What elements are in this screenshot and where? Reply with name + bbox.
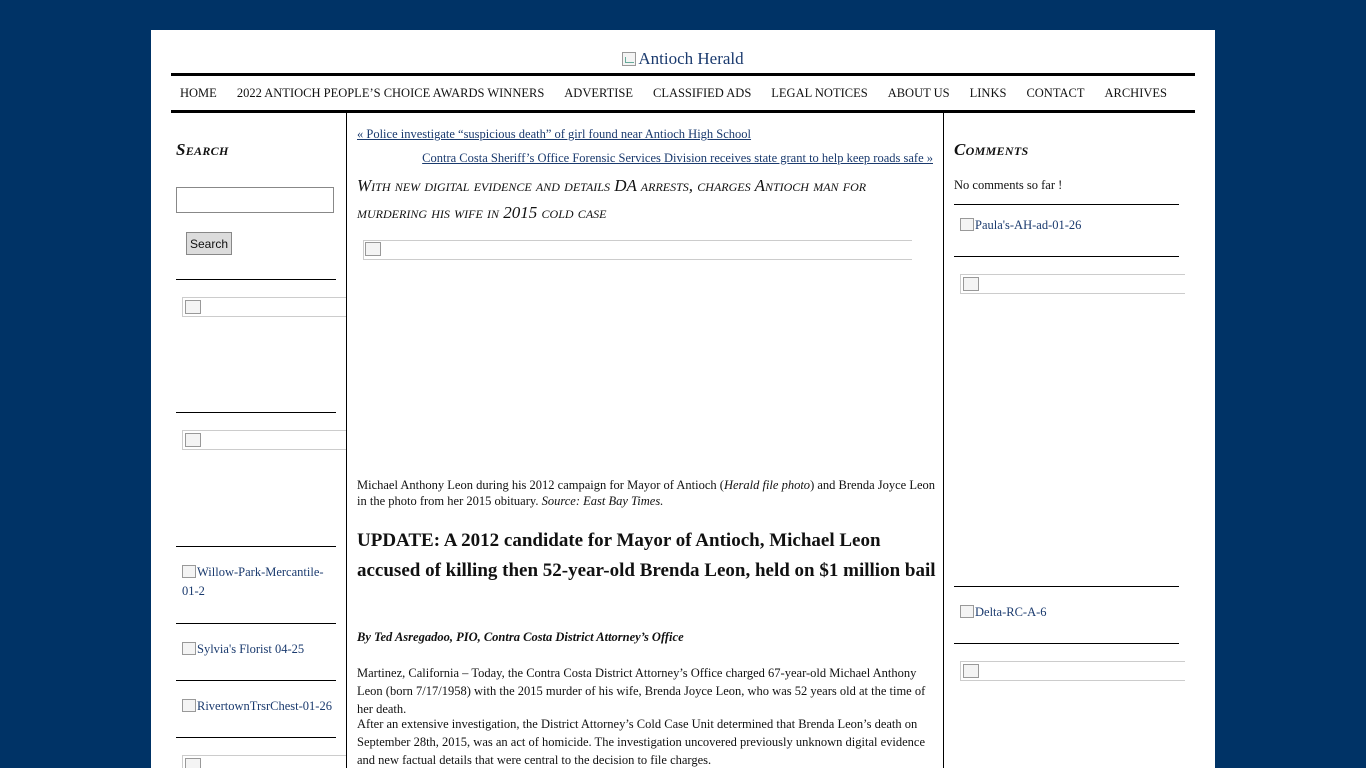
sidebar-divider [176,279,336,280]
sylvias-florist-ad-alt: Sylvia's Florist 04-25 [197,642,305,656]
sidebar-divider [176,680,336,681]
site-logo-alt: Antioch Herald [638,49,744,68]
comments-widget-title: Comments [954,140,1029,159]
sidebar-ad-image[interactable] [960,274,1185,294]
main-content [347,112,944,768]
post-title: With new digital evidence and details DA arrests, charges Antioch man for murdering his wife in 2015 cold case [357,176,867,222]
paulas-ad-alt: Paula's-AH-ad-01-26 [975,218,1082,232]
paulas-ad[interactable] [960,216,1160,235]
sidebar-ad-image[interactable] [182,297,346,317]
nav-legal-notices[interactable]: LEGAL NOTICES [771,85,868,100]
left-sidebar [171,112,347,768]
search-input[interactable] [176,187,334,213]
broken-image-icon [960,605,974,618]
sidebar-divider [954,256,1179,257]
sidebar-divider [176,623,336,624]
nav-advertise[interactable]: ADVERTISE [564,85,633,100]
sidebar-divider [176,412,336,413]
caption-credit: Herald file photo [723,478,811,492]
broken-image-icon [182,699,196,712]
broken-image-icon [622,52,636,66]
site-logo-link[interactable] [171,49,1195,71]
willow-park-ad-alt: Willow-Park-Mercantile-01-2 [182,565,324,598]
article-paragraph: After an extensive investigation, the District Attorney’s Cold Case Unit determined that Brenda Leon’s death on September 28th, 2015, was an act of homicide. The investigation uncovered previously unknown digital evidence and new factual details that were central to the decision to file charges. [357,717,926,767]
sidebar-ad-image[interactable] [960,661,1185,681]
page-container [151,30,1215,768]
broken-image-icon [185,758,201,768]
caption-text: ) and Brenda Joyce Leon in the photo from her 2015 obituary. [357,478,936,508]
rivertown-ad[interactable] [182,697,342,716]
sidebar-divider [176,546,336,547]
broken-image-icon [182,642,196,655]
sidebar-divider [176,737,336,738]
rivertown-ad-alt: RivertownTrsrChest-01-26 [197,699,332,713]
site-logo[interactable] [622,49,743,69]
search-widget-title: Search [176,140,229,159]
site-header [171,30,1195,72]
nav-archives[interactable]: ARCHIVES [1104,85,1167,100]
caption-text: Michael Anthony Leon during his 2012 campaign for Mayor of Antioch ( [357,478,724,492]
right-sidebar [944,112,1195,768]
nav-classified-ads[interactable]: CLASSIFIED ADS [652,85,752,100]
article-image [363,240,912,260]
nav-about-us[interactable]: ABOUT US [887,85,950,100]
update-heading: UPDATE: A 2012 candidate for Mayor of Antioch, Michael Leon accused of killing then 52-year-old Brenda Leon, held on $1 million bail [357,530,936,581]
willow-park-ad[interactable] [182,563,332,601]
broken-image-icon [182,565,196,578]
sidebar-ad-image[interactable] [182,755,346,768]
no-comments-text: No comments so far ! [954,178,1063,192]
article-byline: By Ted Asregadoo, PIO, Contra Costa District Attorney’s Office [357,630,684,644]
caption-source: Source: East Bay Times. [541,494,664,508]
search-button[interactable]: Search [186,232,232,255]
nav-links[interactable]: LINKS [969,85,1007,100]
main-nav [171,73,1195,113]
broken-image-icon [185,300,201,314]
broken-image-icon [960,218,974,231]
broken-image-icon [963,277,979,291]
broken-image-icon [185,433,201,447]
sidebar-divider [954,643,1179,644]
delta-ad-alt: Delta-RC-A-6 [975,605,1047,619]
sidebar-ad-image[interactable] [182,430,346,450]
nav-peoples-choice-awards[interactable]: 2022 ANTIOCH PEOPLE’S CHOICE AWARDS WINNERS [236,85,545,100]
sidebar-divider [954,204,1179,205]
broken-image-icon [365,242,381,256]
nav-home[interactable]: HOME [180,85,217,100]
nav-contact[interactable]: CONTACT [1026,85,1085,100]
sidebar-divider [954,586,1179,587]
delta-ad[interactable] [960,603,1160,622]
previous-post-link[interactable]: « Police investigate “suspicious death” of girl found near Antioch High School [357,127,752,141]
sylvias-florist-ad[interactable] [182,640,342,659]
article-paragraph: Martinez, California – Today, the Contra Costa District Attorney’s Office charged 67-year-old Michael Anthony Leon (born 7/17/1958) with the 2015 murder of his wife, Brenda Joyce Leon, who was 52 years old at the time of her death. [357,666,926,716]
image-caption [357,477,937,509]
next-post-link[interactable]: Contra Costa Sheriff’s Office Forensic Services Division receives state grant to help keep roads safe » [422,151,933,165]
broken-image-icon [963,664,979,678]
